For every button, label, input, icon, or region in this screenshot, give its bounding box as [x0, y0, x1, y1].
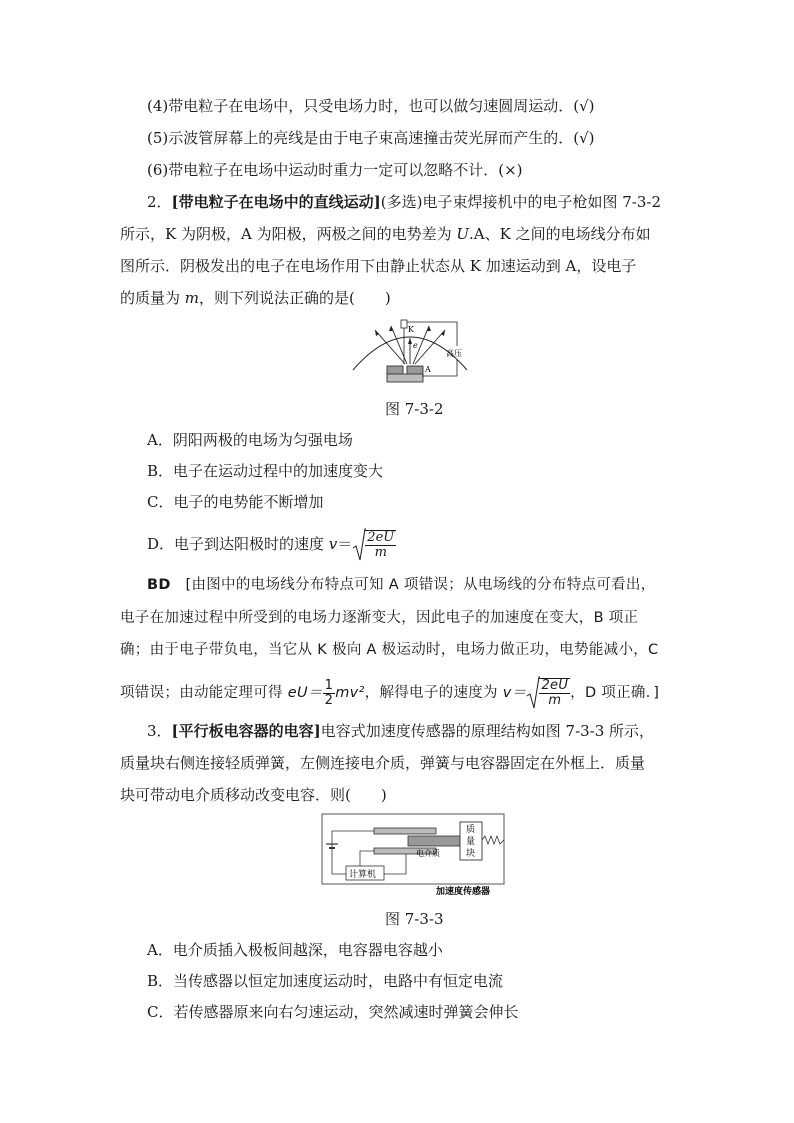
label-sensor: 加速度传感器: [436, 887, 491, 897]
statement-4: (4)带电粒子在电场中，只受电场力时，也可以做匀速圆周运动．(√): [147, 97, 595, 115]
fraction-denominator: m: [374, 545, 387, 560]
answer-line-2: 电子在加速过程中所受到的电场力逐渐变大，因此电子的加速度在变大，B 项正: [120, 610, 639, 626]
answer-line-1-text: [由图中的电场线分布特点可知 A 项错误；从电场线的分布特点可看出，: [170, 577, 656, 593]
label-computer: 计算机: [349, 870, 377, 880]
figure-7-3-2-electron-gun: [345, 312, 475, 390]
fraction: [365, 531, 396, 560]
answer-v-eq: v＝: [502, 685, 527, 701]
question-2-line-4a: 的质量为: [120, 289, 185, 307]
anode-base: [387, 374, 423, 382]
figure-7-3-3-caption: 图 7-3-3: [385, 910, 444, 928]
question-3-tag: [平行板电容器的电容]: [171, 722, 321, 740]
question-3-line-2: 质量块右侧连接轻质弹簧，左侧连接电介质，弹簧与电容器固定在外框上．质量: [120, 754, 646, 772]
question-2-line-4b: ，则下列说法正确的是( ): [199, 289, 391, 307]
half-denominator: 2: [324, 692, 334, 708]
question-3-line-1-text: 电容式加速度传感器的原理结构如图 7-3-3 所示，: [320, 722, 655, 740]
label-dielectric: 电介质: [416, 849, 440, 858]
half-numerator: 1: [324, 677, 334, 693]
question-2-tag: [带电粒子在电场中的直线运动]: [171, 193, 381, 211]
var-u: U: [456, 225, 470, 243]
answer-fraction: [539, 679, 570, 708]
label-k: K: [408, 325, 414, 334]
q2-option-b: B．电子在运动过程中的加速度变大: [147, 462, 384, 480]
label-e: e: [413, 341, 418, 350]
answer-mv2: mv²: [335, 685, 365, 701]
answer-fraction-numerator: 2eU: [541, 678, 569, 693]
answer-line-4c: ，D 项正确．]: [570, 685, 660, 701]
statement-6: (6)带电粒子在电场中运动时重力一定可以忽略不计．(×): [147, 161, 523, 179]
dielectric-slab: [408, 836, 460, 846]
capacitor-plate-top: [374, 828, 436, 834]
answer-sqrt-expression: [526, 678, 570, 708]
answer-line-4a: 项错误；由动能定理可得: [120, 685, 288, 701]
q2-option-d: [147, 530, 396, 560]
sqrt-sign-icon: [352, 528, 366, 562]
option-d-prefix: D．电子到达阳极时的速度: [147, 535, 329, 553]
q3-option-a: A．电介质插入极板间越深，电容器电容越小: [147, 941, 443, 959]
answer-eu-eq: eU＝: [287, 685, 323, 701]
equals-sign: ＝: [337, 535, 353, 553]
q2-option-c: C．电子的电势能不断增加: [147, 493, 324, 511]
statement-5: (5)示波管屏幕上的亮线是由于电子束高速撞击荧光屏而产生的．(√): [147, 129, 595, 147]
figure-7-3-2-caption: 图 7-3-2: [385, 400, 444, 418]
question-3-line-1: [147, 721, 654, 741]
answer-letters: BD: [147, 577, 171, 593]
var-m: m: [184, 289, 200, 307]
question-2-line-2: [120, 224, 651, 244]
question-3-line-3: 块可带动电介质移动改变电容．则( ): [120, 786, 387, 804]
answer-fraction-denominator: m: [548, 693, 562, 708]
figure-7-3-3-accelerometer: [320, 812, 510, 898]
sqrt-sign-icon: [526, 676, 540, 710]
q3-option-b: B．当传感器以恒定加速度运动时，电路中有恒定电流: [147, 972, 504, 990]
answer-line-4: [120, 678, 659, 708]
answer-line-4b: ，解得电子的速度为: [364, 685, 503, 701]
q2-option-a: A．阴阳两极的电场为匀强电场: [147, 431, 353, 449]
answer-line-3: 确；由于电子带负电，当它从 K 极向 A 极运动时，电场力做正功，电势能减小，C: [120, 642, 659, 658]
half-fraction: [323, 679, 336, 708]
var-v: v: [328, 535, 338, 553]
label-high-voltage: 高压: [446, 349, 462, 358]
label-a: A: [425, 365, 431, 374]
question-2-line-1-text: (多选)电子束焊接机中的电子枪如图 7-3-2: [380, 193, 661, 211]
label-mass-1: 质: [466, 825, 476, 835]
question-3-number: 3．: [147, 722, 172, 740]
fraction-numerator: 2eU: [367, 530, 395, 545]
q3-option-c: C．若传感器原来向右匀速运动，突然减速时弹簧会伸长: [147, 1003, 519, 1021]
question-2-line-2a: 所示，K 为阴极，A 为阳极，两极之间的电势差为: [120, 225, 457, 243]
sqrt-expression: [352, 530, 396, 560]
question-2-line-1: [147, 192, 661, 212]
question-2-line-4: [120, 288, 391, 308]
question-2-number: 2．: [147, 193, 172, 211]
label-mass-3: 块: [466, 849, 476, 859]
label-mass-2: 量: [466, 837, 476, 847]
cathode-box: [401, 320, 407, 328]
question-2-line-2b: .A、K 之间的电场线分布如: [469, 225, 651, 243]
answer-line-1: [147, 575, 656, 595]
question-2-line-3: 图所示．阴极发出的电子在电场作用下由静止状态从 K 加速运动到 A，设电子: [120, 257, 637, 275]
